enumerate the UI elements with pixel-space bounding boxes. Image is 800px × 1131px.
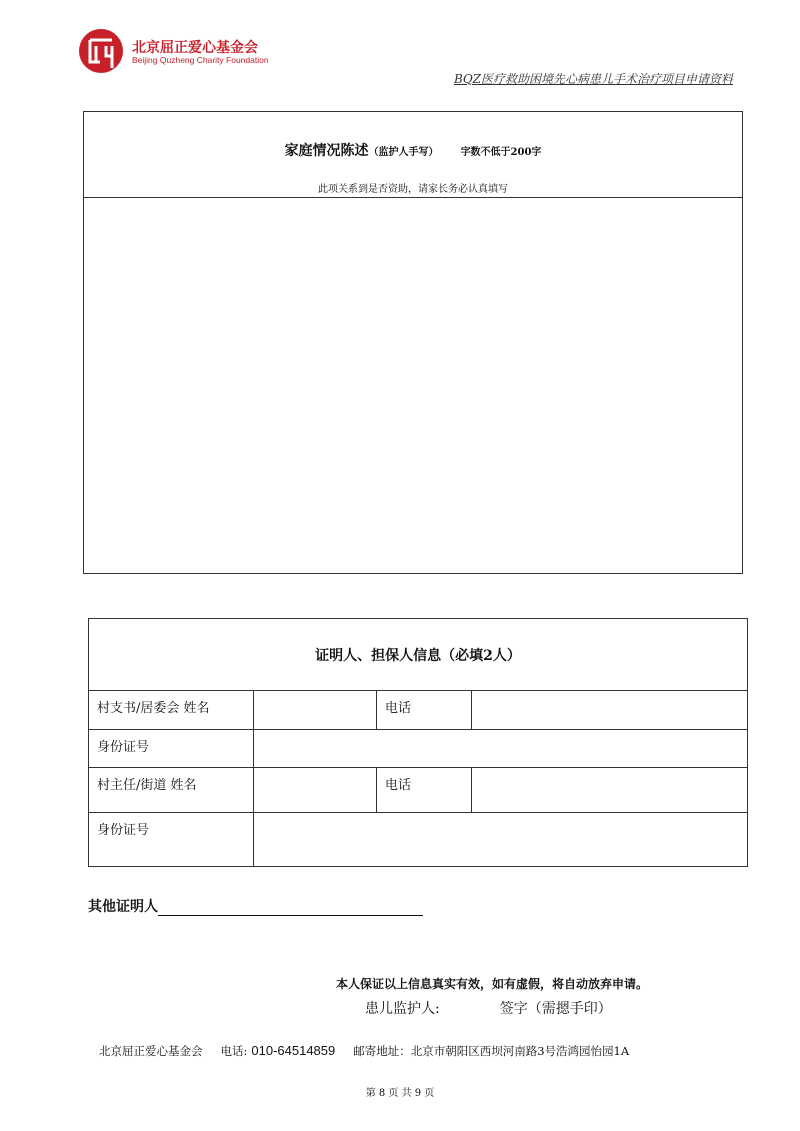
village-secretary-name-field[interactable] [254, 691, 377, 730]
signature-line [365, 998, 672, 1018]
village-head-id-field[interactable] [254, 813, 748, 867]
village-head-name-label: 村主任/街道 姓名 [89, 768, 254, 813]
signature-label: 签字（需摁手印） [499, 1001, 612, 1017]
other-witnesses-field[interactable] [158, 901, 423, 916]
family-statement-title [84, 140, 742, 160]
footer-address: 邮寄地址：北京市朝阳区西坝河南路3号浩鸿园怡园1A [353, 1044, 630, 1058]
id-label: 身份证号 [89, 730, 254, 768]
footer-phone-label: 电话: [220, 1044, 248, 1058]
org-name-en: Beijing Quzheng Charity Foundation [132, 55, 269, 65]
village-secretary-id-field[interactable] [254, 730, 748, 768]
village-secretary-name-label: 村支书/居委会 姓名 [89, 691, 254, 730]
guarantor-table [88, 618, 748, 867]
title-text: 家庭情况陈述 [284, 143, 369, 159]
village-head-phone-field[interactable] [472, 768, 748, 813]
pledge-text: 本人保证以上信息真实有效，如有虚假，将自动放弃申请。 [336, 977, 649, 991]
foundation-logo-icon [78, 28, 124, 74]
guarantor-table-title: 证明人、担保人信息（必填2人） [89, 619, 748, 691]
subtitle-text: （监护人手写） [368, 147, 439, 158]
footer-phone: 010-64514859 [251, 1043, 336, 1058]
phone-label: 电话 [377, 691, 472, 730]
family-statement-note: 此项关系到是否资助，请家长务必认真填写 [318, 184, 508, 195]
family-statement-header [84, 112, 742, 198]
village-head-name-field[interactable] [254, 768, 377, 813]
requirement-text: 字数不低于200字 [460, 147, 542, 158]
other-witnesses [88, 896, 423, 916]
footer-org: 北京屈正爱心基金会 [99, 1044, 203, 1058]
org-name-cn: 北京屈正爱心基金会 [132, 40, 258, 56]
other-witnesses-label: 其他证明人 [88, 899, 158, 915]
document-title: BQZ医疗救助困境先心病患儿手术治疗项目申请资料 [454, 72, 733, 86]
family-statement-box [83, 111, 743, 574]
phone-label: 电话 [377, 768, 472, 813]
guardian-label: 患儿监护人: [365, 1001, 440, 1017]
village-secretary-phone-field[interactable] [472, 691, 748, 730]
page-number: 第 8 页 共 9 页 [365, 1088, 435, 1099]
id-label: 身份证号 [89, 813, 254, 867]
footer [99, 1043, 647, 1059]
